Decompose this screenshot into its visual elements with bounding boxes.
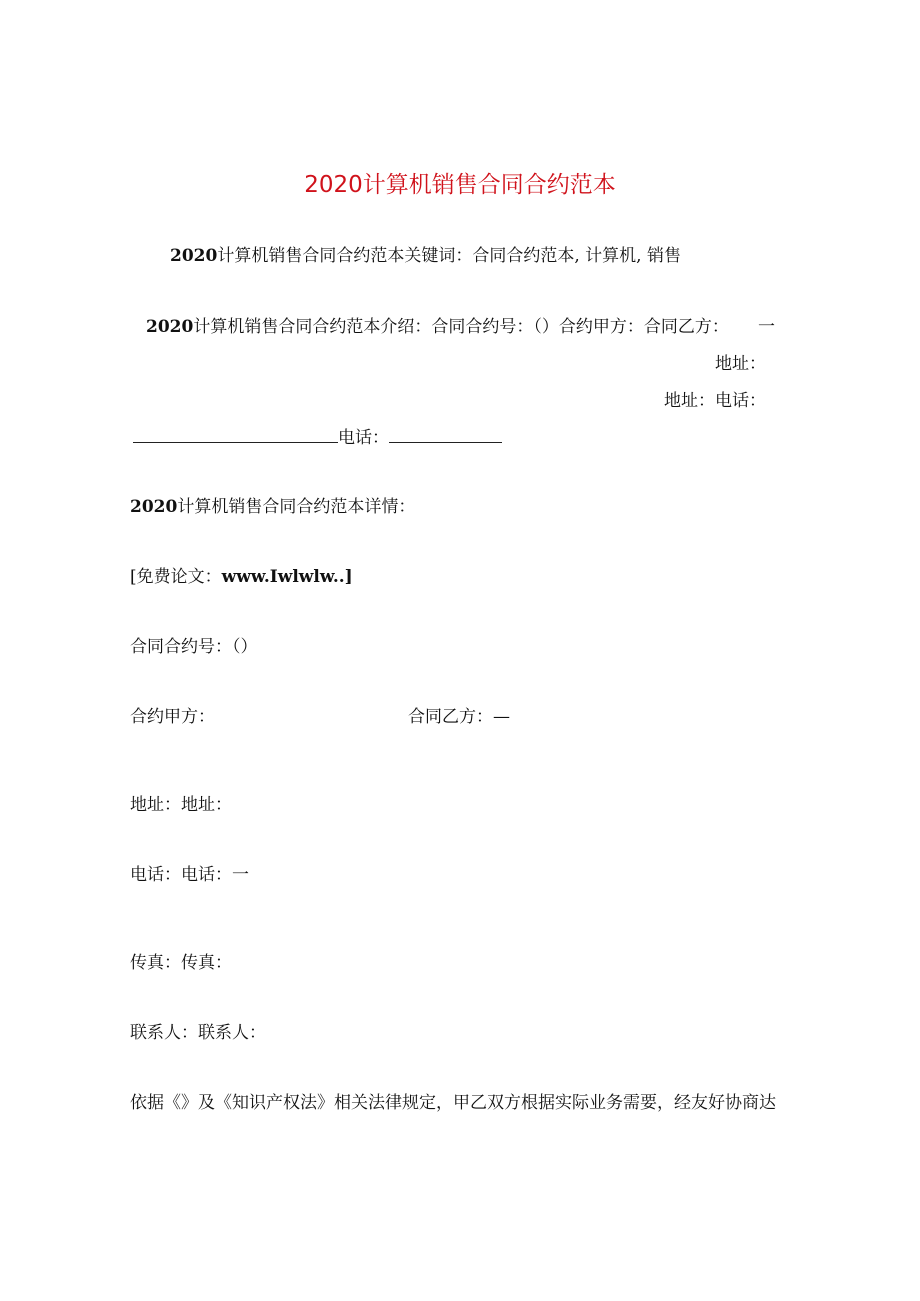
intro-year: 2020 (146, 317, 194, 337)
fax-line: 传真：传真： (130, 953, 232, 973)
free-paper-label: [免费论文： (130, 567, 222, 587)
contact-line: 联系人：联系人： (130, 1023, 266, 1043)
intro-dash: 一 (758, 317, 775, 337)
body-paragraph: 依据《》及《知识产权法》相关法律规定，甲乙双方根据实际业务需要，经友好协商达 (130, 1093, 776, 1113)
party-b: 合同乙方：— (408, 707, 510, 727)
details-heading (130, 496, 415, 518)
keywords-text: 计算机销售合同合约范本关键词：合同合约范本, 计算机, 销售 (217, 246, 681, 266)
intro-text: 计算机销售合同合约范本介绍：合同合约号：（）合约甲方：合同乙方： (193, 317, 729, 337)
intro-phone-line (133, 427, 502, 449)
document-title: 2020计算机销售合同合约范本 (304, 172, 616, 198)
intro-phone-label: 电话： (338, 428, 389, 448)
free-paper-line (130, 566, 353, 588)
free-paper-url: www.Iwlwlw..] (221, 567, 353, 587)
blank-underline (389, 428, 502, 443)
intro-line (146, 316, 729, 338)
keywords-line (170, 245, 681, 267)
blank-underline (133, 428, 338, 443)
address-line: 地址：地址： (130, 795, 232, 815)
intro-address-phone-line: 地址：电话： (664, 391, 766, 411)
keywords-year: 2020 (170, 246, 218, 266)
phone-line: 电话：电话：一 (130, 865, 249, 885)
party-a: 合约甲方： (130, 707, 215, 727)
details-year: 2020 (130, 497, 178, 517)
details-text: 计算机销售合同合约范本详情： (177, 497, 416, 517)
contract-number: 合同合约号：（） (130, 637, 258, 657)
intro-address-line: 地址： (715, 354, 766, 374)
